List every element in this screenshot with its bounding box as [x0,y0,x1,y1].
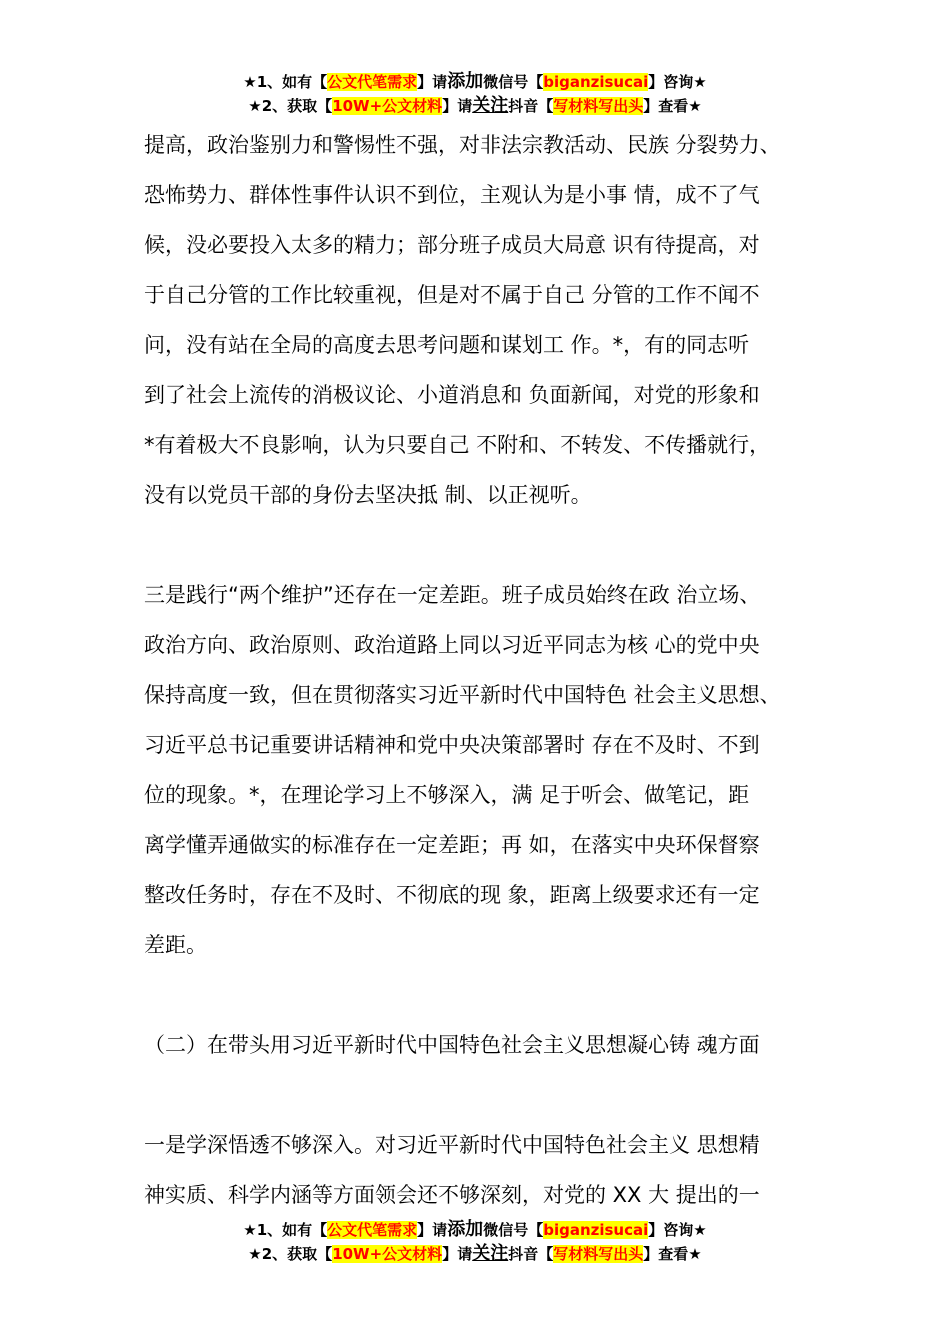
banner-line-2 [0,1242,950,1266]
banner-text: 微信号【 [483,73,544,91]
banner-text: 】请 [442,97,473,115]
text-line: 问，没有站在全局的高度去思考问题和谋划工 作。*，有的同志听 [144,333,750,357]
banner-wechat-id: biganzisucai [543,1221,649,1239]
text-line: 习近平总书记重要讲话精神和党中央决策部署时 存在不及时、不到 [144,733,760,757]
banner-text: 】请 [442,1245,473,1263]
text-line: 一是学深悟透不够深入。对习近平新时代中国特色社会主义 思想精 [144,1133,760,1157]
banner-text: 微信号【 [483,1221,544,1239]
banner-wechat-id: biganzisucai [543,73,649,91]
section-heading: （二）在带头用习近平新时代中国特色社会主义思想凝心铸 魂方面 [144,1033,760,1057]
banner-emphasis: 关注 [472,1243,509,1264]
banner-highlight: 10W+公文材料 [332,1245,443,1263]
text-line: 离学懂弄通做实的标准存在一定差距；再 如，在落实中央环保督察 [144,833,760,857]
bottom-banner [0,1218,950,1266]
banner-text: ★2、获取【 [248,1245,333,1263]
banner-line-2 [0,94,950,118]
banner-text: ★1、如有【 [243,73,328,91]
text-line: 政治方向、政治原则、政治道路上同以习近平同志为核 心的党中央 [144,633,760,657]
text-line: 于自己分管的工作比较重视，但是对不属于自己 分管的工作不闻不 [144,283,760,307]
banner-douyin-id: 写材料写出头 [553,97,644,115]
banner-text: 】请 [417,1221,448,1239]
banner-text: 】请 [417,73,448,91]
banner-text: 抖音【 [508,97,554,115]
banner-text: ★2、获取【 [248,97,333,115]
banner-text: ★1、如有【 [243,1221,328,1239]
text-line: *有着极大不良影响，认为只要自己 不附和、不转发、不传播就行， [144,433,771,457]
text-line: 候，没必要投入太多的精力；部分班子成员大局意 识有待提高，对 [144,233,760,257]
banner-text: 抖音【 [508,1245,554,1263]
banner-douyin-id: 写材料写出头 [553,1245,644,1263]
top-banner [0,70,950,118]
text-line: 恐怖势力、群体性事件认识不到位，主观认为是小事 情，成不了气 [144,183,760,207]
banner-highlight: 公文代笔需求 [327,73,418,91]
text-line: 三是践行“两个维护”还存在一定差距。班子成员始终在政 治立场、 [144,583,761,607]
text-line: 保持高度一致，但在贯彻落实习近平新时代中国特色 社会主义思想、 [144,683,781,707]
banner-emphasis: 关注 [472,95,509,116]
document-body [144,120,834,1220]
text-line: 整改任务时，存在不及时、不彻底的现 象，距离上级要求还有一定 [144,883,760,907]
text-line: 到了社会上流传的消极议论、小道消息和 负面新闻，对党的形象和 [144,383,760,407]
text-line: 位的现象。*，在理论学习上不够深入，满 足于听会、做笔记，距 [144,783,750,807]
banner-highlight: 10W+公文材料 [332,97,443,115]
banner-text: 】查看★ [643,1245,702,1263]
banner-text: 】咨询★ [648,1221,707,1239]
text-line: 没有以党员干部的身份去坚决抵 制、以正视听。 [144,483,592,507]
banner-text: 】咨询★ [648,73,707,91]
text-line: 差距。 [144,933,207,957]
text-line: 提高，政治鉴别力和警惕性不强，对非法宗教活动、民族 分裂势力、 [144,133,781,157]
text-line: 神实质、科学内涵等方面领会还不够深刻，对党的 XX 大 提出的一 [144,1183,760,1207]
banner-line-1 [0,70,950,94]
banner-emphasis: 添加 [447,71,484,92]
banner-line-1 [0,1218,950,1242]
banner-emphasis: 添加 [447,1219,484,1240]
banner-text: 】查看★ [643,97,702,115]
banner-highlight: 公文代笔需求 [327,1221,418,1239]
